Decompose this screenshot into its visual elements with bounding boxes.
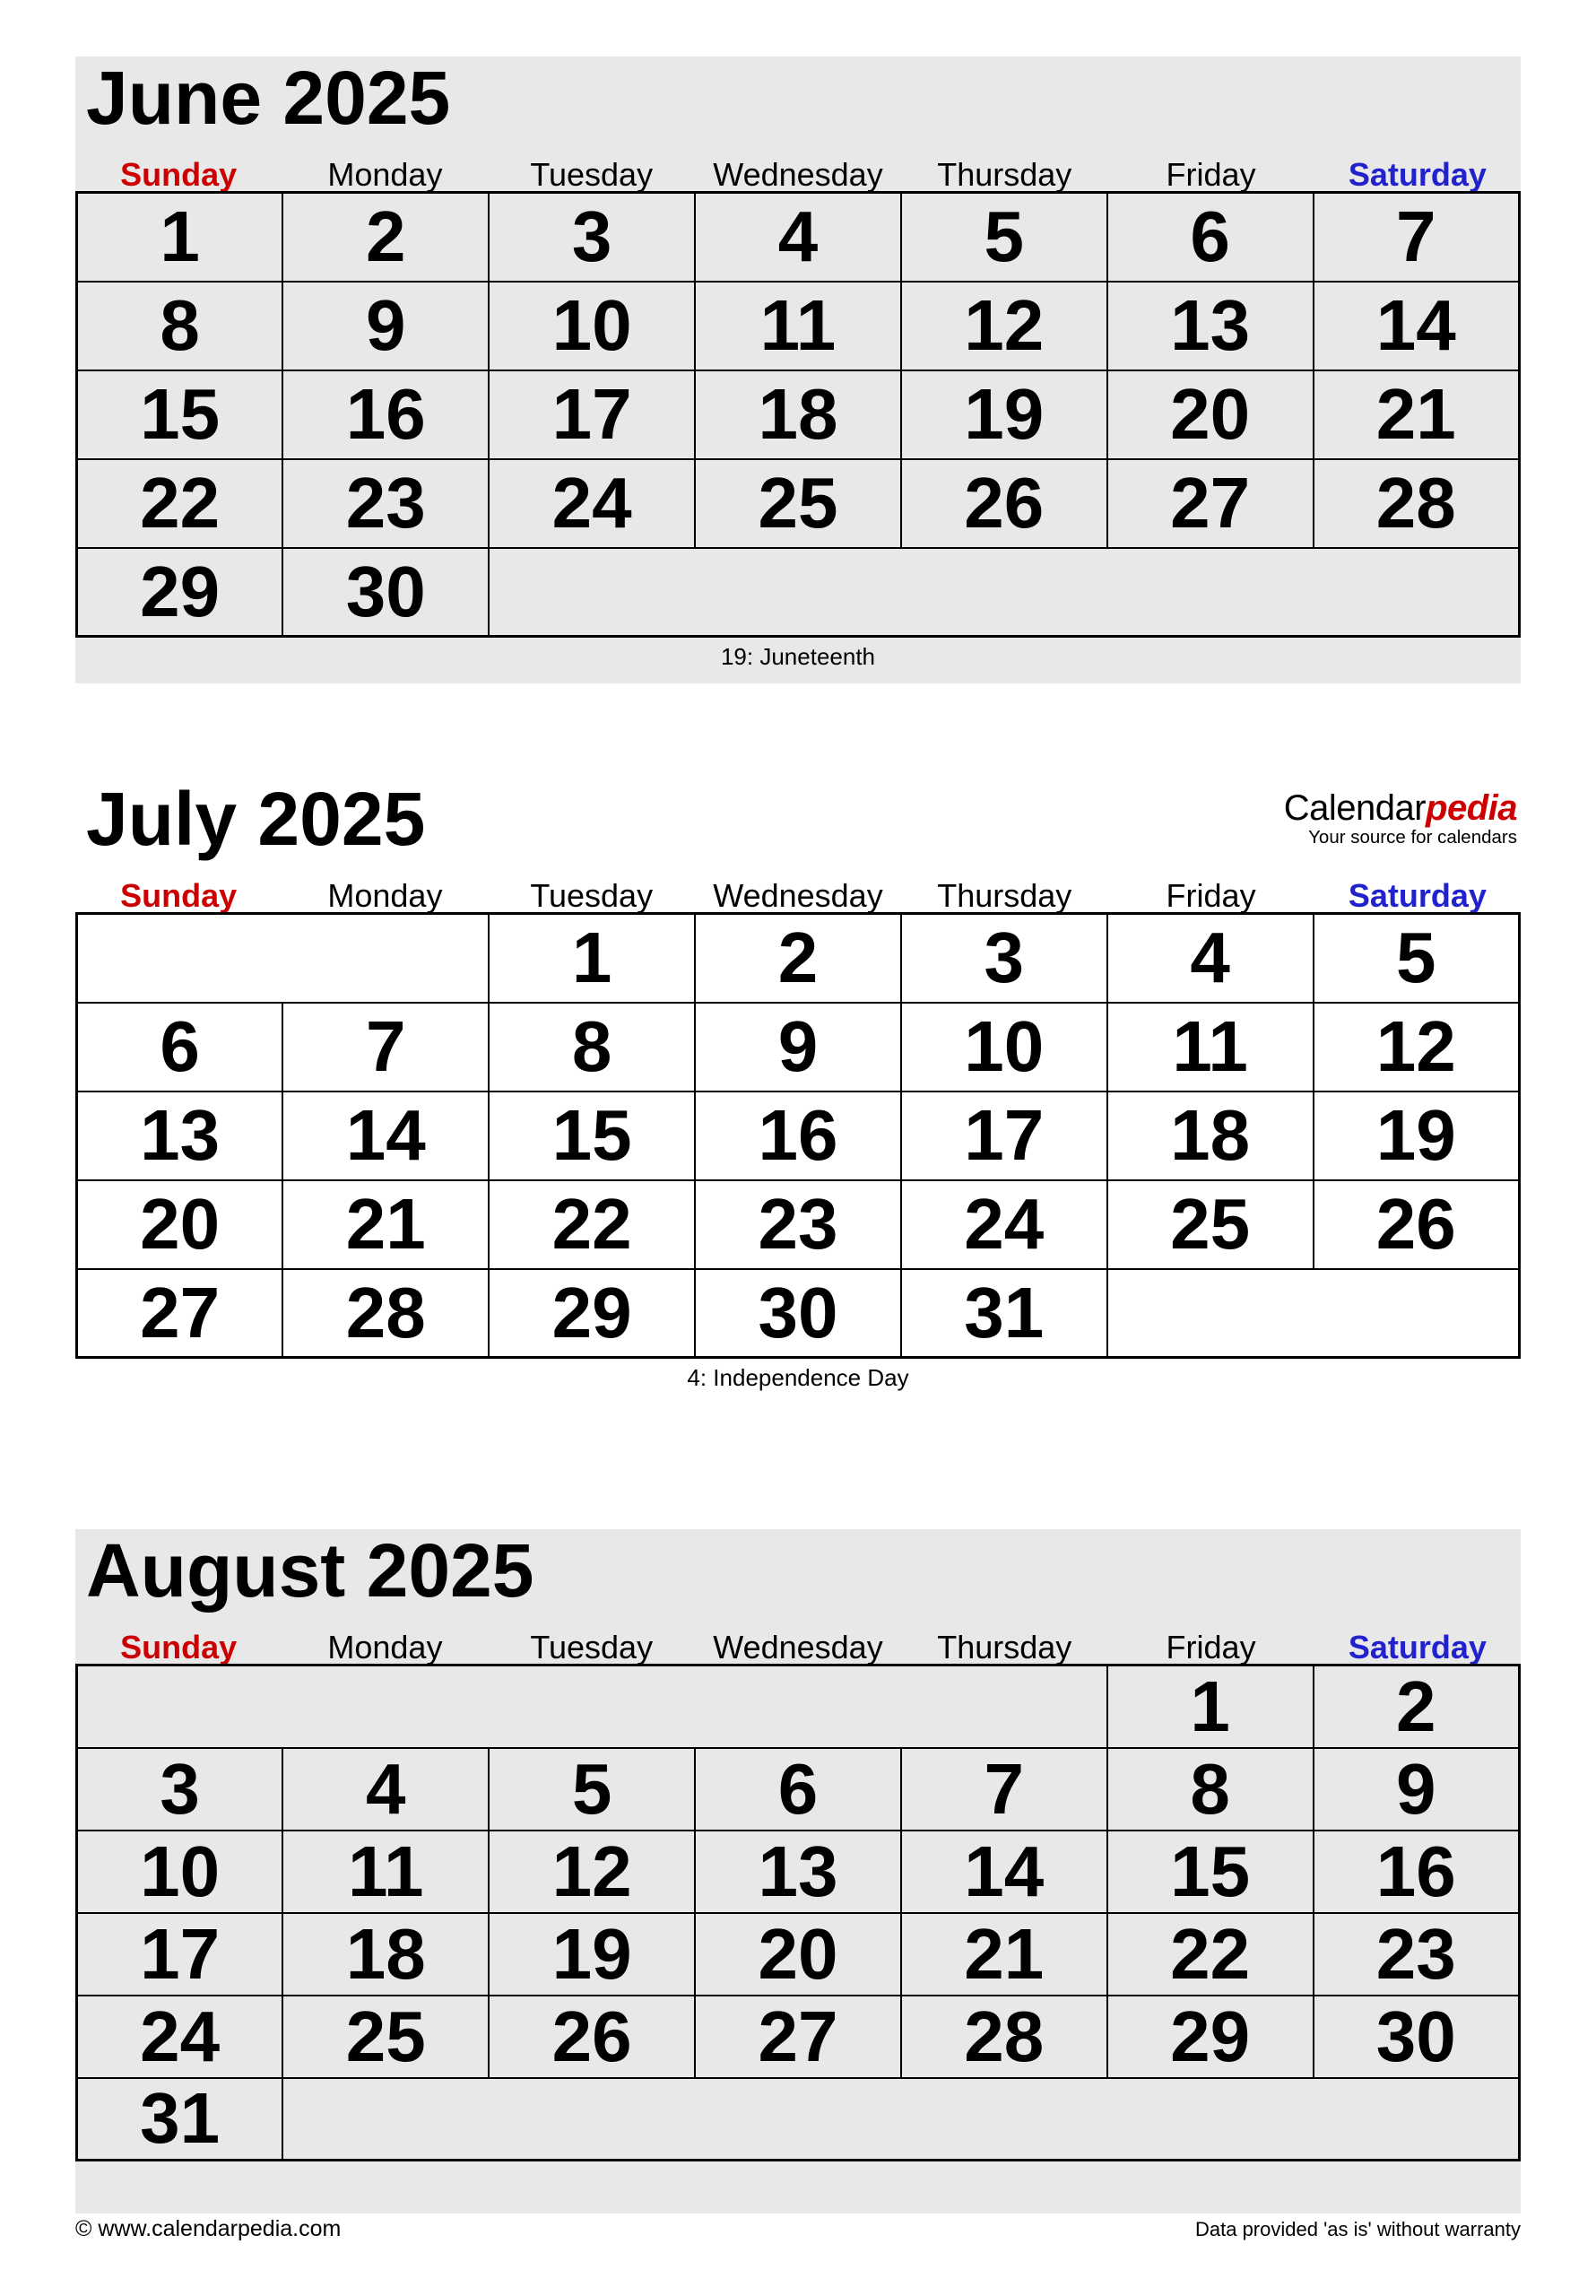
day-cell-6: 6 — [77, 1003, 283, 1091]
day-cell-2: 2 — [282, 193, 489, 282]
day-cell-10: 10 — [901, 1003, 1107, 1091]
day-cell-19: 19 — [1314, 1091, 1520, 1180]
day-cell-6: 6 — [695, 1748, 901, 1831]
day-cell-24: 24 — [901, 1180, 1107, 1269]
month-section-june — [75, 57, 1521, 683]
calendar-week-row — [77, 1269, 1520, 1358]
weekday-header-wednesday: Wednesday — [713, 1629, 883, 1665]
day-cell-30: 30 — [1314, 1996, 1520, 2078]
day-cell-18: 18 — [1107, 1091, 1314, 1180]
day-cell-11: 11 — [282, 1831, 489, 1913]
calendar-week-row — [77, 2078, 1520, 2161]
day-cell-28: 28 — [901, 1996, 1107, 2078]
day-cell-29: 29 — [489, 1269, 695, 1358]
day-cell-8: 8 — [77, 282, 283, 370]
day-cell-21: 21 — [901, 1913, 1107, 1996]
day-cell-15: 15 — [489, 1091, 695, 1180]
weekday-header-sunday: Sunday — [120, 1629, 238, 1665]
day-cell-8: 8 — [1107, 1748, 1314, 1831]
day-cell-25: 25 — [1107, 1180, 1314, 1269]
calendarpedia-logo[interactable] — [1284, 790, 1517, 848]
day-cell-23: 23 — [1314, 1913, 1520, 1996]
day-cell-10: 10 — [77, 1831, 283, 1913]
day-cell-22: 22 — [77, 459, 283, 548]
weekday-header-wednesday: Wednesday — [713, 877, 883, 914]
weekday-header-tuesday: Tuesday — [530, 1629, 654, 1665]
day-cell-3: 3 — [489, 193, 695, 282]
day-cell-16: 16 — [1314, 1831, 1520, 1913]
calendar-week-row — [77, 370, 1520, 459]
month-title: July 2025 — [86, 777, 426, 861]
day-cell-25: 25 — [282, 1996, 489, 2078]
empty-cell — [77, 914, 490, 1003]
day-cell-19: 19 — [489, 1913, 695, 1996]
day-cell-1: 1 — [1107, 1665, 1314, 1748]
day-cell-24: 24 — [489, 459, 695, 548]
calendar-week-row — [77, 1913, 1520, 1996]
day-cell-20: 20 — [77, 1180, 283, 1269]
day-cell-14: 14 — [901, 1831, 1107, 1913]
day-cell-17: 17 — [489, 370, 695, 459]
weekday-header-thursday: Thursday — [937, 156, 1072, 193]
calendar-week-row — [77, 193, 1520, 282]
day-cell-23: 23 — [282, 459, 489, 548]
weekday-header-row — [75, 157, 1521, 193]
calendar-week-row — [77, 1665, 1520, 1748]
logo-text-calendar: Calendar — [1283, 788, 1427, 828]
day-cell-14: 14 — [282, 1091, 489, 1180]
holiday-footnote: 4: Independence Day — [687, 1364, 909, 1391]
day-cell-13: 13 — [77, 1091, 283, 1180]
day-cell-28: 28 — [282, 1269, 489, 1358]
day-cell-31: 31 — [901, 1269, 1107, 1358]
logo-tagline: Your source for calendars — [1308, 827, 1517, 848]
weekday-header-thursday: Thursday — [937, 877, 1072, 914]
calendar-week-row — [77, 914, 1520, 1003]
calendar-week-row — [77, 1003, 1520, 1091]
day-cell-15: 15 — [1107, 1831, 1314, 1913]
day-cell-7: 7 — [1314, 193, 1520, 282]
day-cell-23: 23 — [695, 1180, 901, 1269]
day-cell-20: 20 — [1107, 370, 1314, 459]
day-cell-11: 11 — [695, 282, 901, 370]
day-cell-21: 21 — [1314, 370, 1520, 459]
day-cell-18: 18 — [282, 1913, 489, 1996]
day-cell-4: 4 — [1107, 914, 1314, 1003]
disclaimer-text: Data provided 'as is' without warranty — [1194, 2218, 1521, 2240]
weekday-header-tuesday: Tuesday — [530, 877, 654, 914]
day-cell-29: 29 — [1107, 1996, 1314, 2078]
day-cell-25: 25 — [695, 459, 901, 548]
calendar-week-row — [77, 459, 1520, 548]
day-cell-5: 5 — [489, 1748, 695, 1831]
weekday-header-sunday: Sunday — [120, 156, 238, 193]
day-cell-26: 26 — [901, 459, 1107, 548]
day-cell-8: 8 — [489, 1003, 695, 1091]
day-cell-22: 22 — [1107, 1913, 1314, 1996]
day-cell-13: 13 — [1107, 282, 1314, 370]
day-cell-9: 9 — [282, 282, 489, 370]
month-section-july — [75, 778, 1521, 1405]
calendar-grid — [75, 912, 1521, 1359]
day-cell-9: 9 — [695, 1003, 901, 1091]
weekday-header-row — [75, 1630, 1521, 1665]
day-cell-13: 13 — [695, 1831, 901, 1913]
weekday-header-thursday: Thursday — [937, 1629, 1072, 1665]
day-cell-1: 1 — [77, 193, 283, 282]
day-cell-2: 2 — [1314, 1665, 1520, 1748]
calendar-week-row — [77, 1996, 1520, 2078]
day-cell-12: 12 — [1314, 1003, 1520, 1091]
day-cell-29: 29 — [77, 548, 283, 637]
day-cell-17: 17 — [901, 1091, 1107, 1180]
day-cell-3: 3 — [901, 914, 1107, 1003]
copyright-text: © www.calendarpedia.com — [75, 2216, 342, 2241]
day-cell-20: 20 — [695, 1913, 901, 1996]
month-title: August 2025 — [86, 1528, 534, 1613]
day-cell-2: 2 — [695, 914, 901, 1003]
day-cell-24: 24 — [77, 1996, 283, 2078]
weekday-header-saturday: Saturday — [1348, 156, 1487, 193]
day-cell-26: 26 — [489, 1996, 695, 2078]
day-cell-27: 27 — [77, 1269, 283, 1358]
calendar-week-row — [77, 1831, 1520, 1913]
day-cell-16: 16 — [282, 370, 489, 459]
weekday-header-saturday: Saturday — [1348, 877, 1487, 914]
calendar-week-row — [77, 1748, 1520, 1831]
calendar-week-row — [77, 282, 1520, 370]
weekday-header-friday: Friday — [1166, 877, 1256, 914]
weekday-header-wednesday: Wednesday — [713, 156, 883, 193]
month-title: June 2025 — [86, 56, 451, 140]
weekday-header-monday: Monday — [327, 156, 443, 193]
day-cell-5: 5 — [1314, 914, 1520, 1003]
day-cell-26: 26 — [1314, 1180, 1520, 1269]
weekday-header-tuesday: Tuesday — [530, 156, 654, 193]
weekday-header-monday: Monday — [327, 1629, 443, 1665]
day-cell-6: 6 — [1107, 193, 1314, 282]
empty-cell — [1107, 1269, 1520, 1358]
day-cell-11: 11 — [1107, 1003, 1314, 1091]
calendar-week-row — [77, 548, 1520, 637]
day-cell-28: 28 — [1314, 459, 1520, 548]
day-cell-5: 5 — [901, 193, 1107, 282]
day-cell-27: 27 — [695, 1996, 901, 2078]
calendar-grid — [75, 191, 1521, 638]
weekday-header-sunday: Sunday — [120, 877, 238, 914]
day-cell-17: 17 — [77, 1913, 283, 1996]
day-cell-22: 22 — [489, 1180, 695, 1269]
day-cell-1: 1 — [489, 914, 695, 1003]
day-cell-31: 31 — [77, 2078, 283, 2161]
day-cell-7: 7 — [901, 1748, 1107, 1831]
day-cell-15: 15 — [77, 370, 283, 459]
empty-cell — [77, 1665, 1107, 1748]
day-cell-30: 30 — [695, 1269, 901, 1358]
logo-wordmark — [1284, 790, 1517, 826]
weekday-header-friday: Friday — [1166, 1629, 1256, 1665]
day-cell-7: 7 — [282, 1003, 489, 1091]
day-cell-21: 21 — [282, 1180, 489, 1269]
weekday-header-friday: Friday — [1166, 156, 1256, 193]
day-cell-12: 12 — [489, 1831, 695, 1913]
calendar-week-row — [77, 1091, 1520, 1180]
day-cell-27: 27 — [1107, 459, 1314, 548]
weekday-header-saturday: Saturday — [1348, 1629, 1487, 1665]
day-cell-30: 30 — [282, 548, 489, 637]
day-cell-10: 10 — [489, 282, 695, 370]
day-cell-4: 4 — [282, 1748, 489, 1831]
empty-cell — [489, 548, 1519, 637]
calendar-week-row — [77, 1180, 1520, 1269]
day-cell-19: 19 — [901, 370, 1107, 459]
empty-cell — [282, 2078, 1519, 2161]
calendar-grid — [75, 1664, 1521, 2161]
day-cell-3: 3 — [77, 1748, 283, 1831]
weekday-header-monday: Monday — [327, 877, 443, 914]
day-cell-9: 9 — [1314, 1748, 1520, 1831]
month-section-august — [75, 1529, 1521, 2213]
day-cell-16: 16 — [695, 1091, 901, 1180]
day-cell-14: 14 — [1314, 282, 1520, 370]
holiday-footnote: 19: Juneteenth — [720, 643, 876, 670]
day-cell-12: 12 — [901, 282, 1107, 370]
day-cell-18: 18 — [695, 370, 901, 459]
page-footer — [75, 2217, 1521, 2242]
day-cell-4: 4 — [695, 193, 901, 282]
logo-text-pedia: pedia — [1426, 788, 1517, 828]
weekday-header-row — [75, 878, 1521, 914]
